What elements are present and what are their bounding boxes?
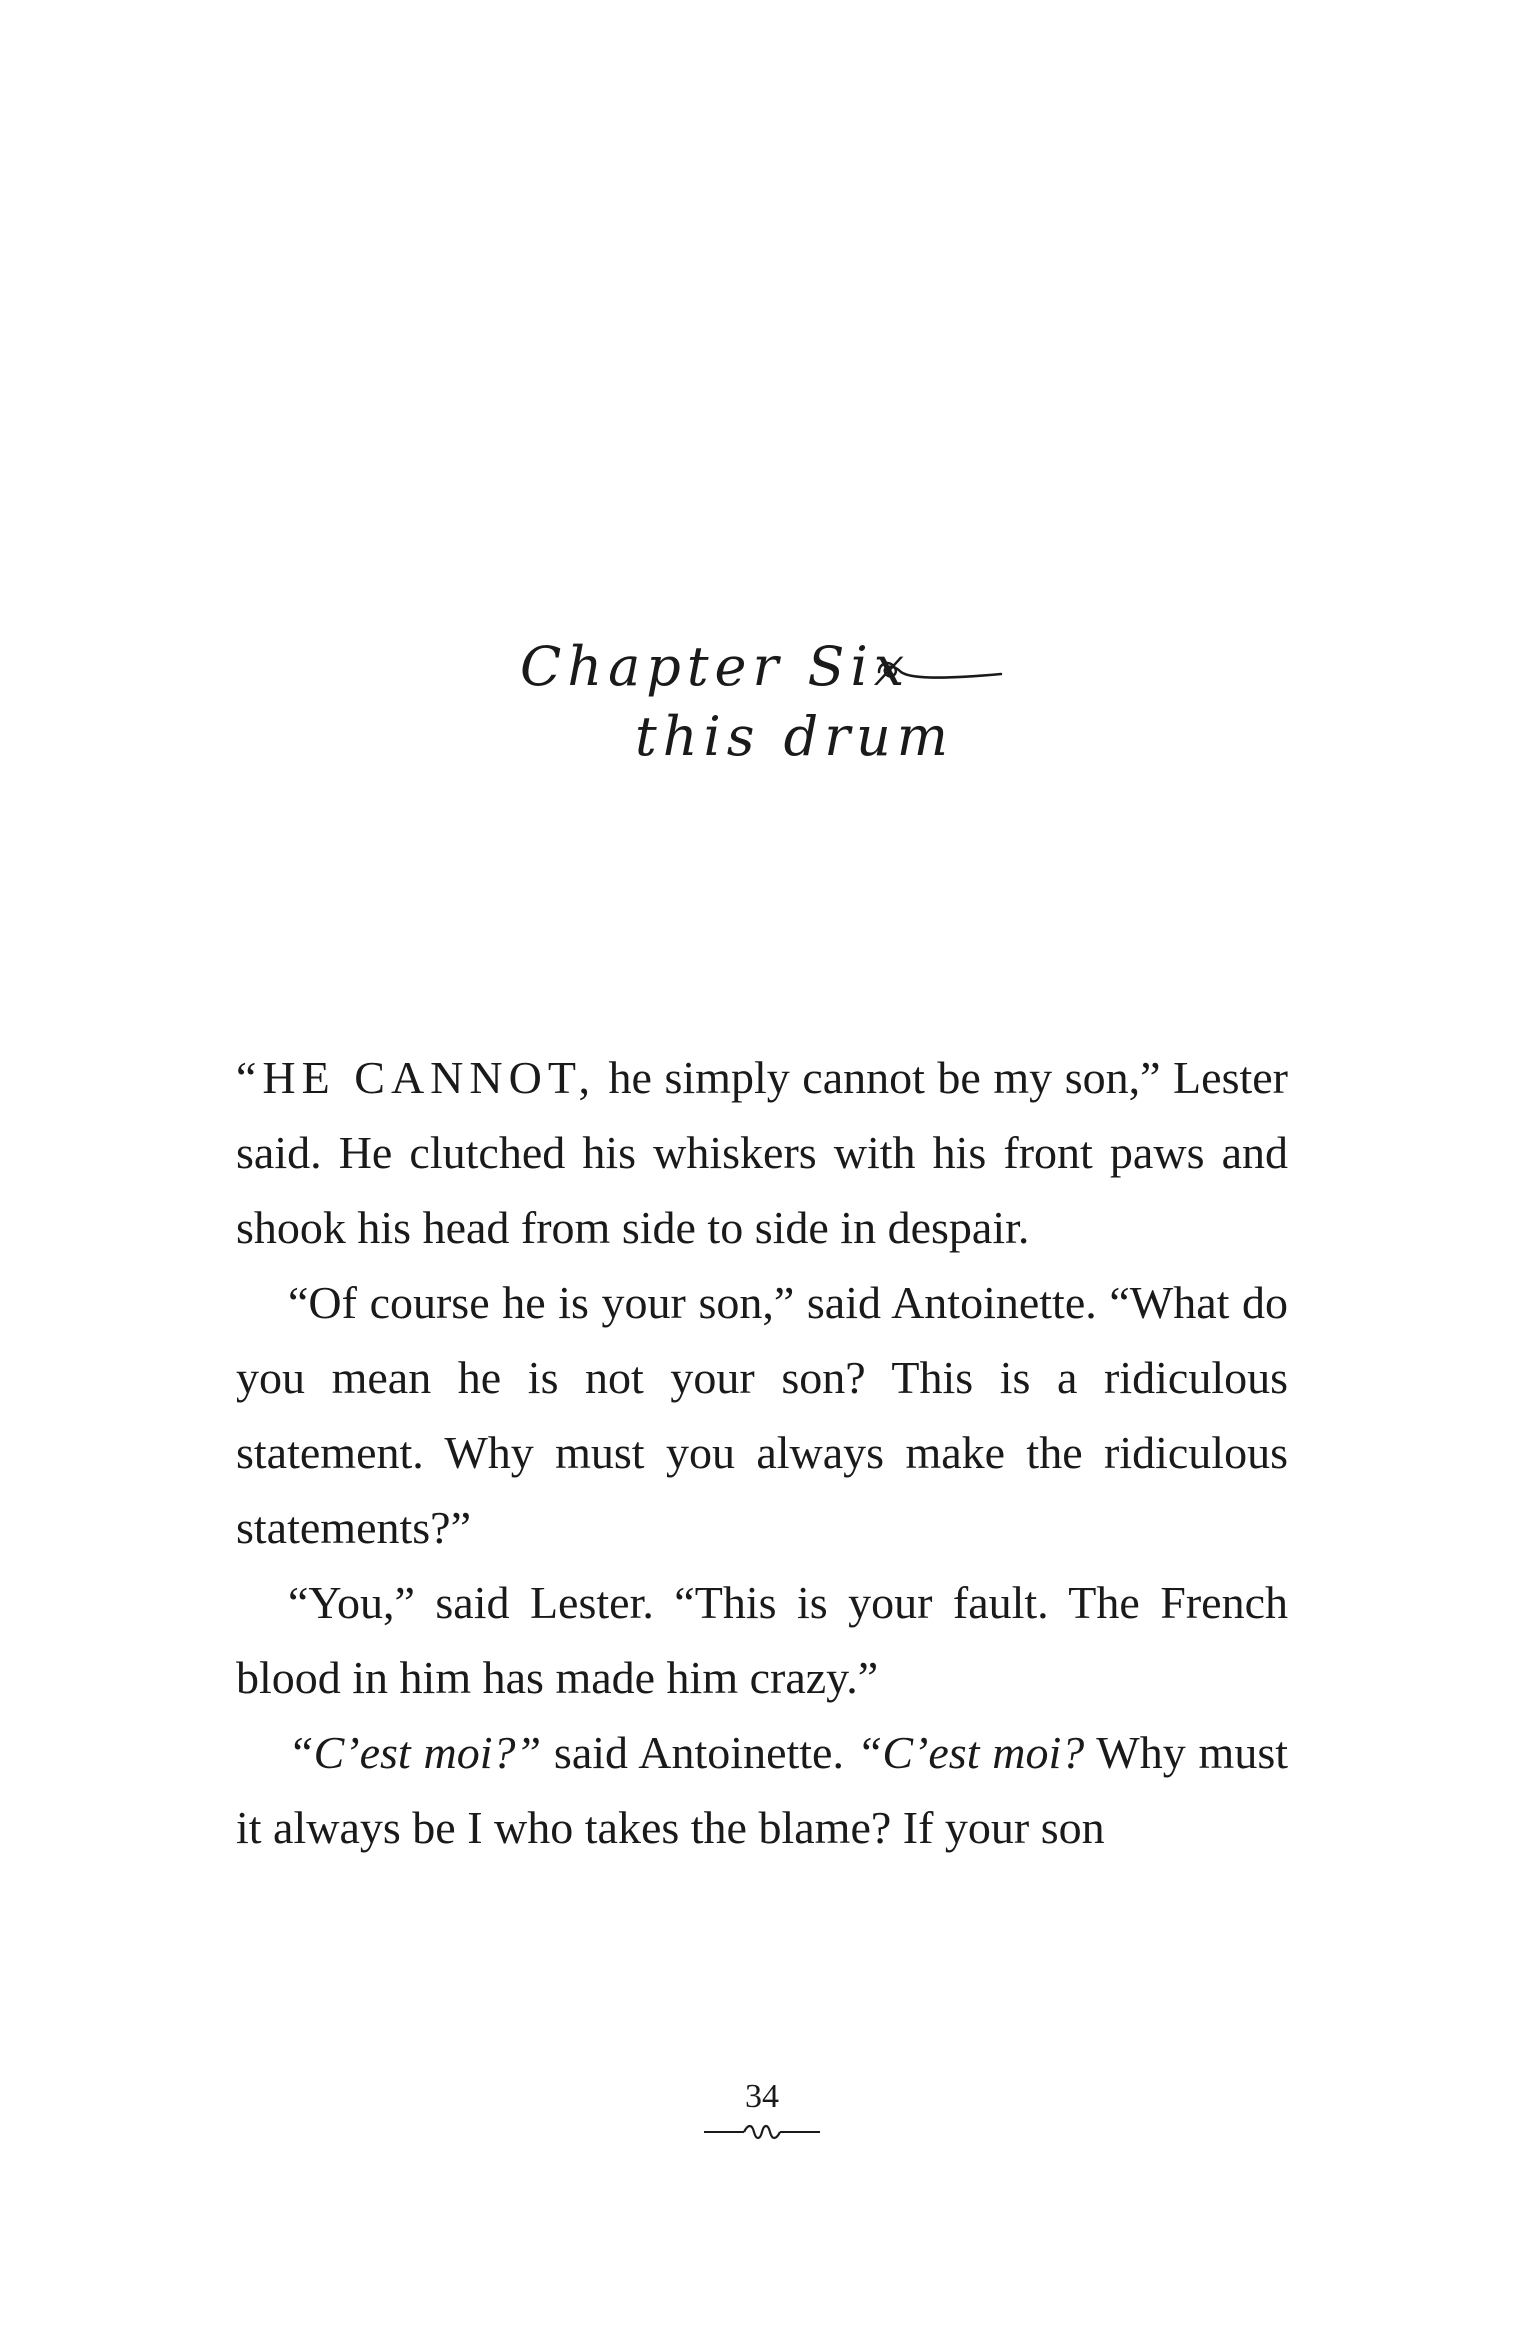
paragraph-1	[236, 1040, 1288, 1265]
footer-flourish-ornament	[700, 2120, 824, 2142]
paragraph-3: “You,” said Lester. “This is your fault. The French blood in him has made him crazy.”	[236, 1577, 1288, 1703]
paragraph-4-rest: Why must it always be I who takes the blame? If your son	[236, 1727, 1288, 1853]
italic-phrase-1: “C’est moi?”	[288, 1727, 542, 1778]
chapter-number: Chapter Six	[520, 635, 911, 698]
chapter-title: this drum	[635, 705, 954, 768]
paragraph-2: “Of course he is your son,” said Antoinette. “What do you mean he is not your son? This is a ridiculous statement. Why must you always make the ridiculous statements?”	[236, 1277, 1288, 1553]
chapter-heading	[520, 635, 1040, 768]
heading-flourish-ornament	[875, 648, 1005, 688]
chapter-number-line	[520, 635, 1040, 710]
page-number: 34	[745, 2078, 779, 2115]
paragraph-1-text: he simply cannot be my son,” Lester said. He clutched his whiskers with his front paws and shook his head from side to side in despair.	[236, 1052, 1288, 1253]
paragraph-lead-in: “HE CANNOT,	[236, 1052, 597, 1103]
paragraph-4	[236, 1715, 1288, 1865]
page-footer	[700, 2080, 824, 2142]
body-text	[236, 1040, 1288, 1865]
paragraph-4-mid: said Antoinette.	[541, 1727, 857, 1778]
italic-phrase-2: “C’est moi?	[856, 1727, 1085, 1778]
